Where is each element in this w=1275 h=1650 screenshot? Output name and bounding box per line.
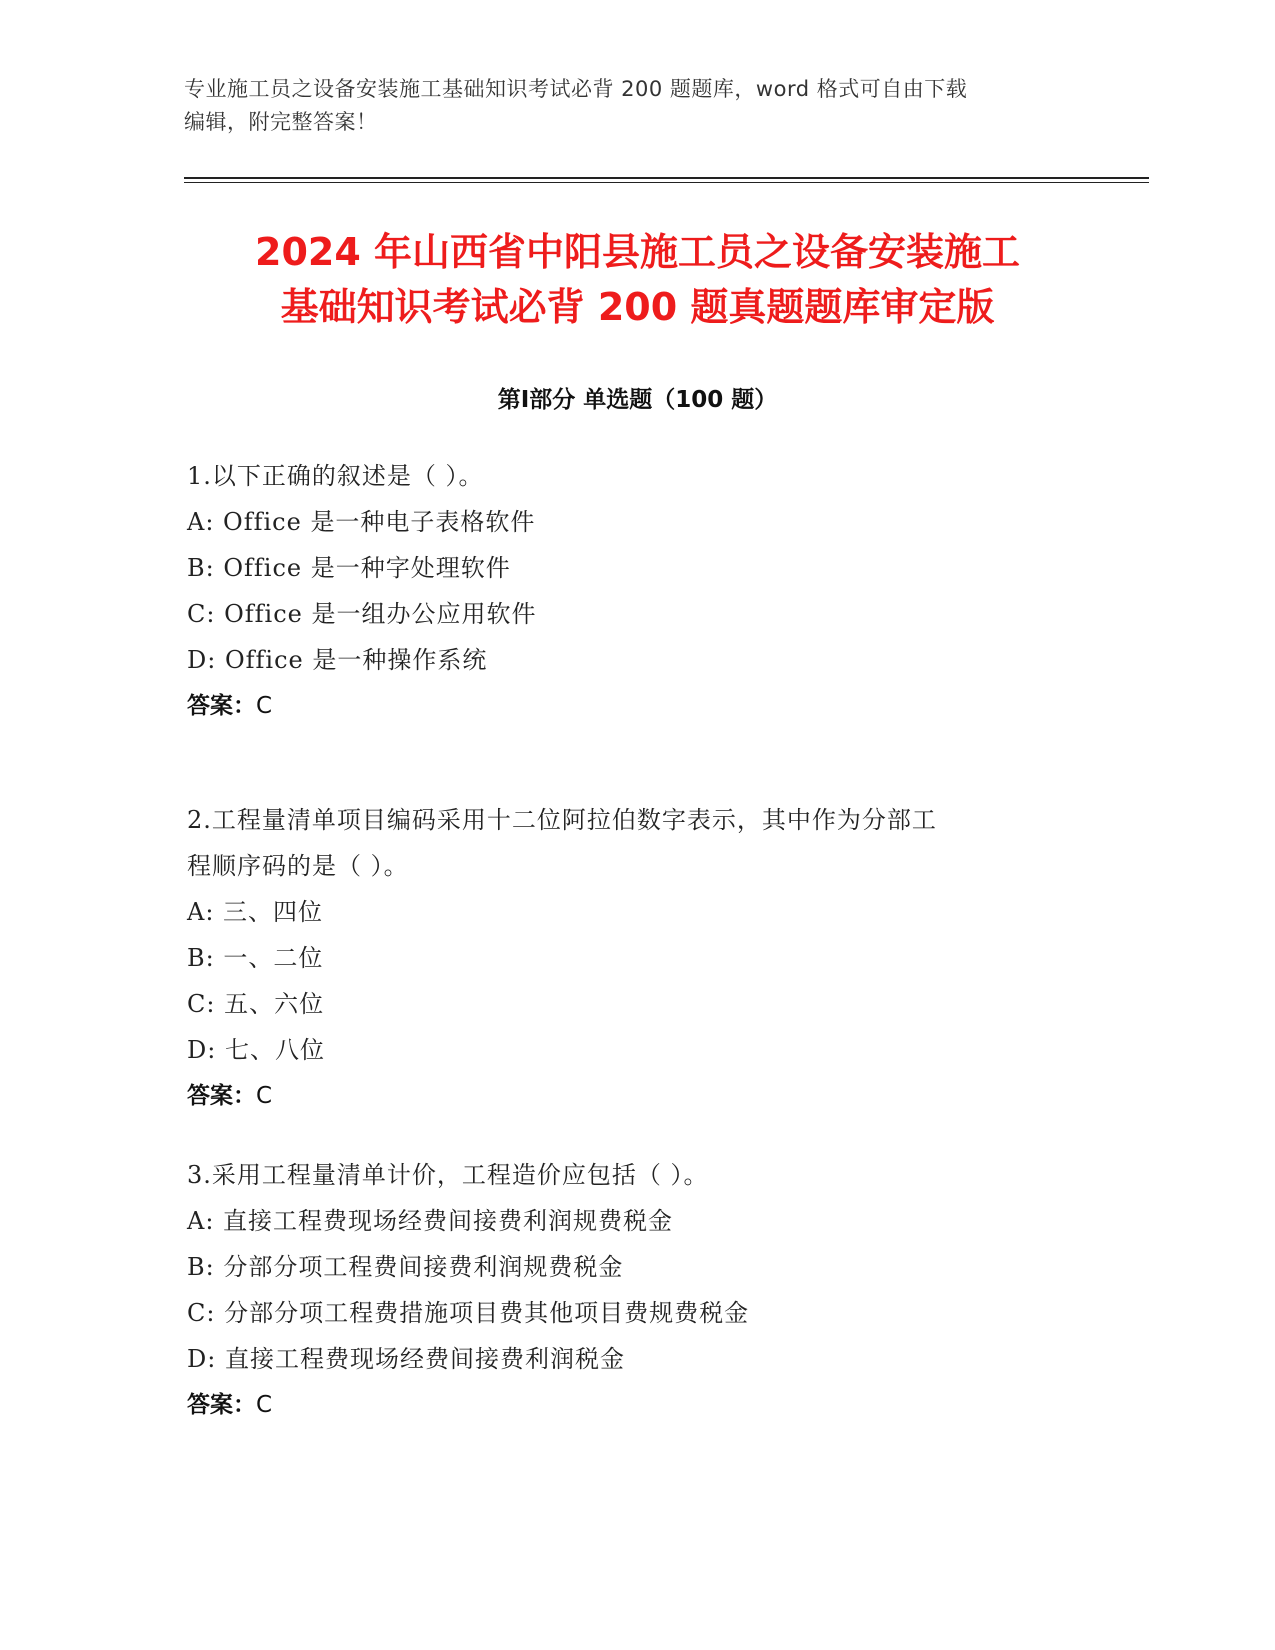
option-c: C: 五、六位 — [187, 990, 325, 1018]
answer-value: C — [256, 1083, 273, 1109]
document-title-line-2: 基础知识考试必背 200 题真题题库审定版 — [280, 285, 995, 329]
option-c: C: 分部分项工程费措施项目费其他项目费规费税金 — [187, 1299, 750, 1327]
header-note-line-1: 专业施工员之设备安装施工基础知识考试必背 200 题题库，word 格式可自由下载 — [184, 77, 968, 101]
option-a: A: 直接工程费现场经费间接费利润规费税金 — [187, 1207, 674, 1235]
option-c: C: Office 是一组办公应用软件 — [187, 600, 537, 628]
document-title-line-1: 2024 年山西省中阳县施工员之设备安装施工 — [255, 230, 1020, 274]
question-stem-continued: 程顺序码的是（ ）。 — [187, 852, 409, 880]
answer-label: 答案： — [187, 1083, 256, 1109]
answer-line — [187, 1382, 1067, 1428]
option-d: D: 七、八位 — [187, 1036, 325, 1064]
option-b: B: 一、二位 — [187, 944, 324, 972]
header-note — [184, 73, 1064, 139]
question-stem: 2.工程量清单项目编码采用十二位阿拉伯数字表示，其中作为分部工 — [187, 806, 937, 834]
answer-label: 答案： — [187, 693, 256, 719]
answer-line — [187, 683, 1067, 729]
option-d: D: 直接工程费现场经费间接费利润税金 — [187, 1345, 625, 1373]
option-a: A: 三、四位 — [187, 898, 324, 926]
question-3 — [187, 1152, 1067, 1428]
option-a: A: Office 是一种电子表格软件 — [187, 508, 536, 536]
answer-label: 答案： — [187, 1392, 256, 1418]
option-b: B: 分部分项工程费间接费利润规费税金 — [187, 1253, 624, 1281]
answer-line — [187, 1073, 1067, 1119]
question-stem: 3.采用工程量清单计价，工程造价应包括（ ）。 — [187, 1161, 709, 1189]
document-title — [160, 225, 1115, 335]
header-rule-thin — [184, 182, 1149, 183]
header-note-line-2: 编辑，附完整答案！ — [184, 110, 378, 134]
question-stem: 1.以下正确的叙述是（ ）。 — [187, 462, 484, 490]
question-2 — [187, 797, 1067, 1119]
answer-value: C — [256, 1392, 273, 1418]
answer-value: C — [256, 693, 273, 719]
header-rule-thick — [184, 177, 1149, 179]
question-1 — [187, 453, 1067, 729]
option-d: D: Office 是一种操作系统 — [187, 646, 488, 674]
option-b: B: Office 是一种字处理软件 — [187, 554, 511, 582]
section-title: 第Ⅰ部分 单选题（100 题） — [497, 387, 778, 413]
